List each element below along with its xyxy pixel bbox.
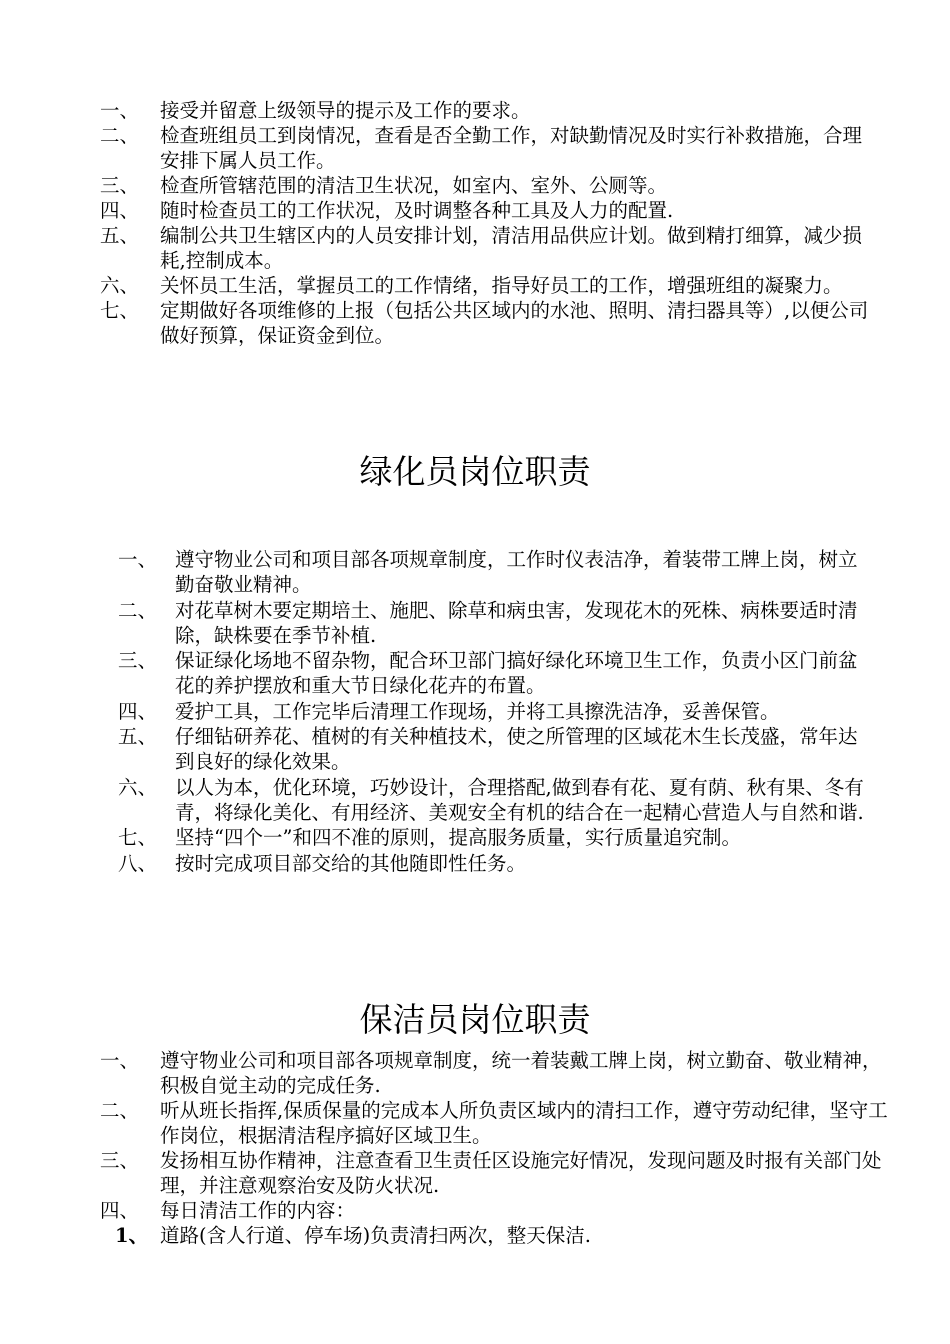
item-number: 一、 (117, 548, 157, 571)
item-text: 每日清洁工作的内容： (160, 1199, 356, 1222)
item-text: 保证绿化场地不留杂物，配合环卫部门搞好绿化环境卫生工作，负责小区门前盆花的养护摆放和重大节日绿化花卉的布置。 (175, 649, 858, 698)
supervisor-duties-list (100, 98, 870, 348)
list-item (100, 1098, 890, 1148)
list-item (100, 598, 870, 649)
item-number: 一、 (100, 99, 140, 122)
list-item (100, 123, 870, 173)
item-text: 接受并留意上级领导的提示及工作的要求。 (160, 99, 531, 122)
item-text: 仔细钻研养花、植树的有关种植技术，使之所管理的区域花木生长茂盛，常年达到良好的绿化效果。 (175, 725, 858, 774)
list-item (100, 775, 870, 826)
item-text: 以人为本，优化环境，巧妙设计，合理搭配,做到春有花、夏有荫、秋有果、冬有青，将绿化美化、有用经济、美观安全有机的结合在一起精心营造人与自然和谐. (175, 775, 864, 824)
item-text: 坚持“四个一”和四不准的原则，提高服务质量，实行质量追究制。 (175, 826, 741, 850)
item-text: 检查班组员工到岗情况，查看是否全勤工作，对缺勤情况及时实行补救措施，合理安排下属人员工作。 (160, 124, 863, 172)
item-number: 八、 (117, 851, 157, 875)
list-item (100, 223, 870, 273)
item-number: 七、 (100, 299, 140, 322)
cleaning-duties-list (100, 1048, 890, 1248)
item-number: 六、 (117, 775, 157, 799)
list-item (100, 724, 870, 775)
item-number: 二、 (100, 1099, 140, 1122)
item-number: 二、 (100, 124, 140, 147)
list-item (100, 198, 870, 223)
list-item (100, 699, 870, 724)
item-text: 遵守物业公司和项目部各项规章制度，统一着装戴工牌上岗，树立勤奋、敬业精神，积极自觉主动的完成任务. (160, 1049, 882, 1097)
item-text: 定期做好各项维修的上报（包括公共区域内的水池、照明、清扫器具等）,以便公司做好预算，保证资金到位。 (160, 299, 869, 347)
list-item (100, 1048, 890, 1098)
item-number: 四、 (100, 199, 140, 222)
list-item (100, 98, 870, 123)
cleaning-staff-title: 保洁员岗位职责 (359, 1000, 591, 1039)
item-text: 听从班长指挥,保质保量的完成本人所负责区域内的清扫工作，遵守劳动纪律，坚守工作岗位，根据清洁程序搞好区域卫生。 (160, 1099, 888, 1147)
item-number: 三、 (117, 649, 157, 673)
item-text: 按时完成项目部交给的其他随即性任务。 (175, 851, 527, 875)
item-number: 二、 (117, 598, 157, 622)
list-subitem (100, 1223, 890, 1248)
list-item (100, 273, 870, 298)
item-number: 四、 (117, 699, 157, 723)
list-item (100, 851, 870, 876)
list-item (100, 173, 870, 198)
greening-staff-title: 绿化员岗位职责 (359, 452, 591, 491)
item-text: 关怀员工生活，掌握员工的工作情绪，指导好员工的工作，增强班组的凝聚力。 (160, 274, 843, 297)
list-item (100, 298, 870, 348)
item-text: 随时检查员工的工作状况，及时调整各种工具及人力的配置. (160, 199, 674, 222)
item-number: 三、 (100, 174, 140, 197)
item-number: 三、 (100, 1149, 140, 1172)
item-number: 四、 (100, 1199, 140, 1222)
item-number: 五、 (117, 725, 157, 749)
list-item (100, 648, 870, 699)
list-item (100, 1198, 890, 1223)
greening-duties-list (100, 547, 870, 876)
list-item (100, 1148, 890, 1198)
item-text: 编制公共卫生辖区内的人员安排计划，清洁用品供应计划。做到精打细算，减少损耗,控制成本。 (160, 224, 863, 272)
item-number: 一、 (100, 1049, 140, 1072)
list-item (100, 547, 870, 598)
item-text: 道路(含人行道、停车场)负责清扫两次，整天保洁. (160, 1224, 591, 1247)
item-number: 五、 (100, 224, 140, 247)
item-text: 发扬相互协作精神，注意查看卫生责任区设施完好情况，发现问题及时报有关部门处理，并注意观察治安及防火状况. (160, 1149, 882, 1197)
item-number: 七、 (117, 826, 157, 850)
item-number: 六、 (100, 274, 140, 297)
item-number: 1、 (115, 1224, 149, 1247)
item-text: 检查所管辖范围的清洁卫生状况，如室内、室外、公厕等。 (160, 174, 668, 197)
item-text: 遵守物业公司和项目部各项规章制度，工作时仪表洁净，着装带工牌上岗，树立勤奋敬业精神。 (175, 548, 858, 597)
item-text: 爱护工具，工作完毕后清理工作现场，并将工具擦洗洁净，妥善保管。 (175, 699, 780, 723)
item-text: 对花草树木要定期培土、施肥、除草和病虫害，发现花木的死株、病株要适时清除，缺株要在季节补植. (175, 598, 858, 647)
list-item (100, 825, 870, 850)
